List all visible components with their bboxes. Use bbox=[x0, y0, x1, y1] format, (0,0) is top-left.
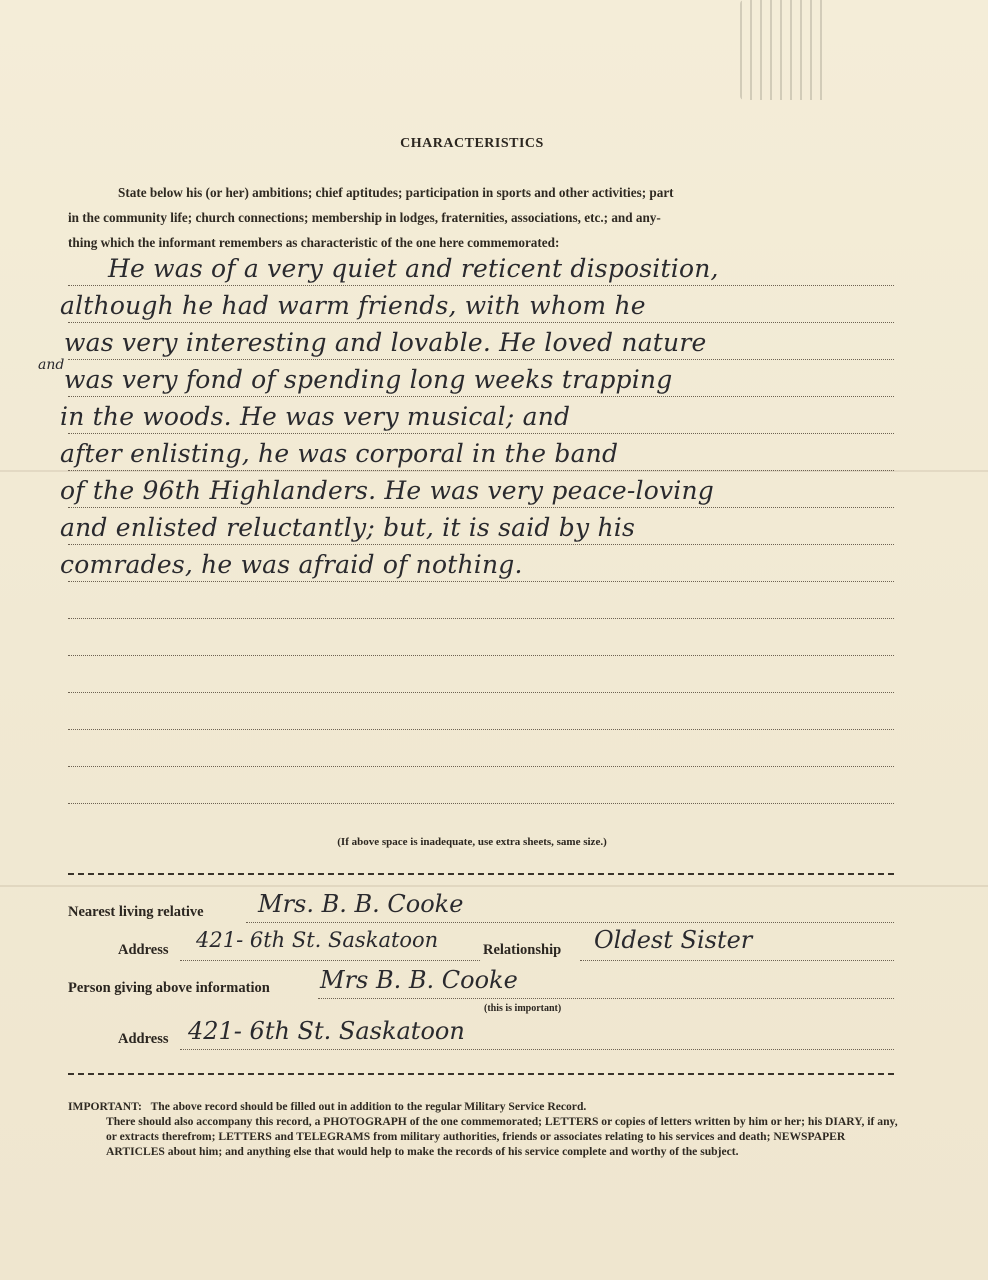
intro-line: in the community life; church connections; membership in lodges, fraternities, associations, etc.; and any- bbox=[68, 210, 661, 225]
intro-text bbox=[68, 180, 898, 255]
informant-label: Person giving above information bbox=[68, 980, 270, 996]
ruled-line bbox=[68, 359, 894, 360]
ruled-line bbox=[68, 433, 894, 434]
handwritten-line: was very interesting and lovable. He loved nature bbox=[64, 328, 707, 357]
handwritten-line: comrades, he was afraid of nothing. bbox=[60, 550, 523, 579]
address-value: 421- 6th St. Saskatoon bbox=[196, 928, 439, 952]
space-note: (If above space is inadequate, use extra sheets, same size.) bbox=[337, 836, 607, 848]
handwritten-line: in the woods. He was very musical; and bbox=[60, 402, 571, 431]
handwritten-line: after enlisting, he was corporal in the band bbox=[60, 439, 619, 468]
margin-note: and bbox=[38, 357, 65, 373]
address-field-line bbox=[180, 1049, 894, 1050]
relationship-label: Relationship bbox=[483, 942, 562, 958]
address-field-line bbox=[180, 960, 480, 961]
handwritten-line: of the 96th Highlanders. He was very peace-loving bbox=[60, 476, 715, 505]
ruled-line bbox=[68, 285, 894, 286]
handwritten-line: was very fond of spending long weeks trapping bbox=[64, 365, 673, 394]
page-title: CHARACTERISTICS bbox=[400, 136, 544, 151]
important-text: The above record should be filled out in addition to the regular Military Service Record. bbox=[150, 1100, 587, 1113]
important-paragraph: There should also accompany this record, a PHOTOGRAPH of the one commemorated; LETTERS or copies of letters written by him or her; his DIARY, if any, or extracts therefrom; LETTERS and TELEGRAMS from military authorities, friends or associates relating to his services and death; NEWSPAPER ARTICLES about him; and anything else that would help to make the records of his service complete and worthy of the subject. bbox=[106, 1115, 898, 1158]
ruled-line bbox=[68, 544, 894, 545]
ruled-line bbox=[68, 618, 894, 619]
ruled-line bbox=[68, 396, 894, 397]
separator-line bbox=[68, 1073, 894, 1075]
relationship-field-line bbox=[580, 960, 894, 961]
handwritten-line: although he had warm friends, with whom he bbox=[60, 291, 646, 320]
ruled-line bbox=[68, 729, 894, 730]
handwritten-line: He was of a very quiet and reticent disposition, bbox=[108, 254, 719, 283]
ruled-line bbox=[68, 470, 894, 471]
informant-value: Mrs B. B. Cooke bbox=[320, 966, 518, 994]
relative-value: Mrs. B. B. Cooke bbox=[258, 890, 464, 918]
ruled-line bbox=[68, 692, 894, 693]
ruled-line bbox=[68, 581, 894, 582]
informant-field-line bbox=[318, 998, 894, 999]
intro-line: State below his (or her) ambitions; chief aptitudes; participation in sports and other activities; part bbox=[118, 185, 674, 200]
ruled-line bbox=[68, 507, 894, 508]
intro-line: thing which the informant remembers as characteristic of the one here commemorated: bbox=[68, 235, 560, 250]
handwritten-line: and enlisted reluctantly; but, it is said by his bbox=[60, 513, 635, 542]
ruled-line bbox=[68, 803, 894, 804]
separator-line bbox=[68, 873, 894, 875]
ruled-line bbox=[68, 322, 894, 323]
address-label: Address bbox=[118, 942, 169, 958]
important-hint: (this is important) bbox=[484, 1003, 562, 1014]
ruled-line bbox=[68, 655, 894, 656]
relative-field-line bbox=[246, 922, 894, 923]
fold-line bbox=[0, 885, 988, 887]
important-notice bbox=[68, 1099, 898, 1159]
address-label: Address bbox=[118, 1031, 169, 1047]
address-value: 421- 6th St. Saskatoon bbox=[188, 1017, 465, 1045]
relative-label: Nearest living relative bbox=[68, 904, 204, 920]
important-line bbox=[68, 1099, 898, 1114]
important-label: IMPORTANT: bbox=[68, 1100, 142, 1113]
faded-stamp bbox=[740, 0, 830, 100]
ruled-line bbox=[68, 766, 894, 767]
relationship-value: Oldest Sister bbox=[594, 926, 753, 954]
